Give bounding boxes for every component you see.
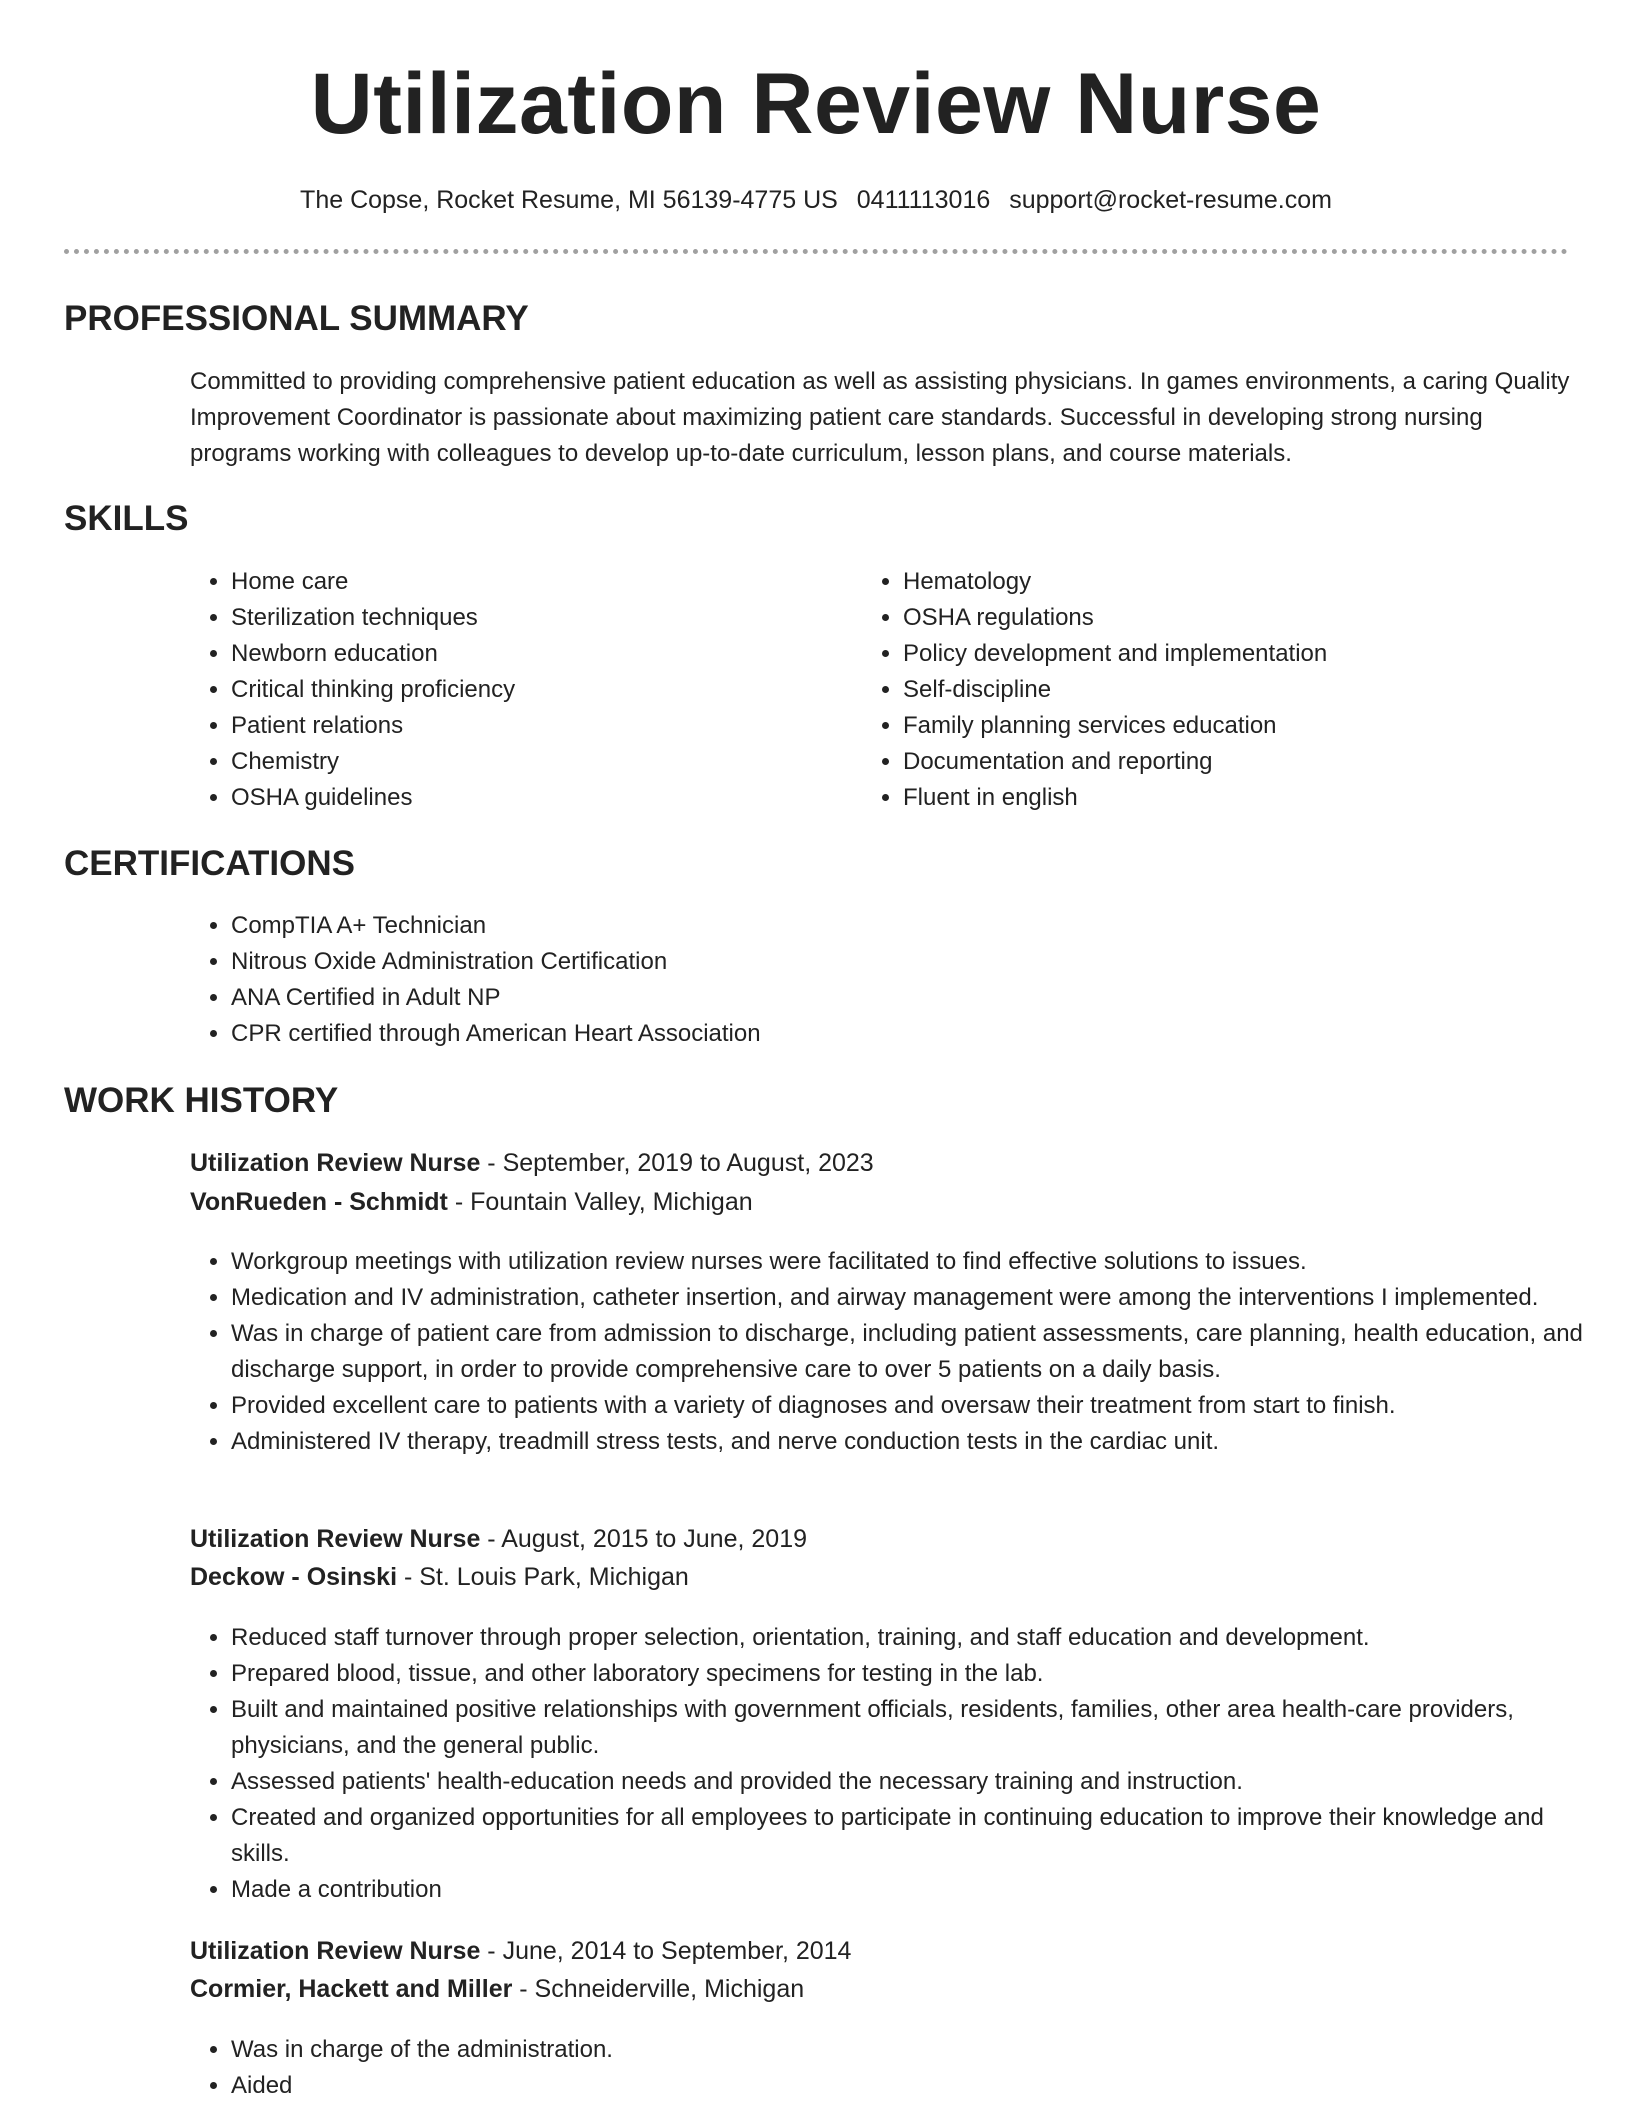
job-bullet: • Made a contribution <box>231 1872 1606 1908</box>
certifications-list <box>188 908 1611 1052</box>
skill-item: • Sterilization techniques <box>231 600 831 636</box>
job-role: Utilization Review Nurse <box>190 1937 481 1965</box>
job-role: Utilization Review Nurse <box>190 1525 481 1553</box>
skill-item: • Policy development and implementation <box>903 636 1603 672</box>
skill-item: • Critical thinking proficiency <box>231 672 831 708</box>
job-bullets <box>188 2032 1606 2104</box>
certification-item: • CPR certified through American Heart Association <box>231 1016 1611 1052</box>
candidate-name: Utilization Review Nurse <box>310 56 1322 152</box>
job-bullet: • Workgroup meetings with utilization review nurses were facilitated to find effective solutions to issues. <box>231 1244 1606 1280</box>
job-company-line <box>190 1183 1570 1221</box>
job-dates: - August, 2015 to June, 2019 <box>480 1525 807 1553</box>
skills-heading: SKILLS <box>64 499 189 538</box>
job-bullets <box>188 1620 1606 1908</box>
job-location: - St. Louis Park, Michigan <box>397 1563 689 1591</box>
skill-item: • Newborn education <box>231 636 831 672</box>
job-company: Deckow - Osinski <box>190 1563 398 1591</box>
job-bullet: • Prepared blood, tissue, and other laboratory specimens for testing in the lab. <box>231 1656 1606 1692</box>
job-bullet: • Was in charge of the administration. <box>231 2032 1606 2068</box>
skill-item: • OSHA regulations <box>903 600 1603 636</box>
contact-line <box>0 183 1632 217</box>
skill-item: • Family planning services education <box>903 708 1603 744</box>
skills-list-right <box>860 564 1603 816</box>
job-bullet: • Was in charge of patient care from admission to discharge, including patient assessments, care planning, health education, and discharge support, in order to provide comprehensive care to over 5 patients on a daily basis. <box>231 1316 1606 1388</box>
skill-item: • Hematology <box>903 564 1603 600</box>
contact-email: support@rocket-resume.com <box>1009 186 1332 214</box>
skill-item: • Documentation and reporting <box>903 744 1603 780</box>
job-title-line <box>190 1520 1570 1558</box>
skill-item: • OSHA guidelines <box>231 780 831 816</box>
skill-item: • Fluent in english <box>903 780 1603 816</box>
work-history-heading: WORK HISTORY <box>64 1081 339 1120</box>
job-company: Cormier, Hackett and Miller <box>190 1975 513 2003</box>
certification-item: • Nitrous Oxide Administration Certification <box>231 944 1611 980</box>
skill-item: • Patient relations <box>231 708 831 744</box>
certifications-heading: CERTIFICATIONS <box>64 844 356 883</box>
contact-address: The Copse, Rocket Resume, MI 56139-4775 US <box>300 186 838 214</box>
skill-item: • Chemistry <box>231 744 831 780</box>
job-bullet: • Assessed patients' health-education needs and provided the necessary training and instruction. <box>231 1764 1606 1800</box>
job-location: - Schneiderville, Michigan <box>512 1975 805 2003</box>
skill-item: • Home care <box>231 564 831 600</box>
job-bullet: • Medication and IV administration, catheter insertion, and airway management were among the interventions I implemented. <box>231 1280 1606 1316</box>
header-divider <box>64 249 1568 254</box>
certification-item: • CompTIA A+ Technician <box>231 908 1611 944</box>
job-bullet: • Administered IV therapy, treadmill stress tests, and nerve conduction tests in the cardiac unit. <box>231 1424 1606 1460</box>
job-bullet: • Reduced staff turnover through proper selection, orientation, training, and staff education and development. <box>231 1620 1606 1656</box>
job-company-line <box>190 1558 1570 1596</box>
job-bullets <box>188 1244 1606 1460</box>
job-company-line <box>190 1970 1570 2008</box>
job-role: Utilization Review Nurse <box>190 1149 481 1177</box>
job-bullet: • Created and organized opportunities for all employees to participate in continuing education to improve their knowledge and skills. <box>231 1800 1606 1872</box>
job-location: - Fountain Valley, Michigan <box>447 1188 753 1216</box>
job-title-line <box>190 1144 1570 1182</box>
job-title-line <box>190 1932 1570 1970</box>
job-company: VonRueden - Schmidt <box>190 1188 448 1216</box>
certification-item: • ANA Certified in Adult NP <box>231 980 1611 1016</box>
job-bullet: • Aided <box>231 2068 1606 2104</box>
job-dates: - June, 2014 to September, 2014 <box>480 1937 852 1965</box>
job-dates: - September, 2019 to August, 2023 <box>480 1149 874 1177</box>
job-bullet: • Built and maintained positive relationships with government officials, residents, families, other area health-care providers, physicians, and the general public. <box>231 1692 1606 1764</box>
skills-list-left <box>188 564 831 816</box>
contact-phone: 0411113016 <box>856 186 991 214</box>
job-bullet: • Provided excellent care to patients with a variety of diagnoses and oversaw their treatment from start to finish. <box>231 1388 1606 1424</box>
summary-heading: PROFESSIONAL SUMMARY <box>64 299 529 338</box>
summary-text: Committed to providing comprehensive patient education as well as assisting physicians. In games environments, a caring Quality Improvement Coordinator is passionate about maximizing patient care standards. Successful in developing strong nursing programs working with colleagues to develop up-to-date curriculum, lesson plans, and course materials. <box>190 368 1570 467</box>
skill-item: • Self-discipline <box>903 672 1603 708</box>
